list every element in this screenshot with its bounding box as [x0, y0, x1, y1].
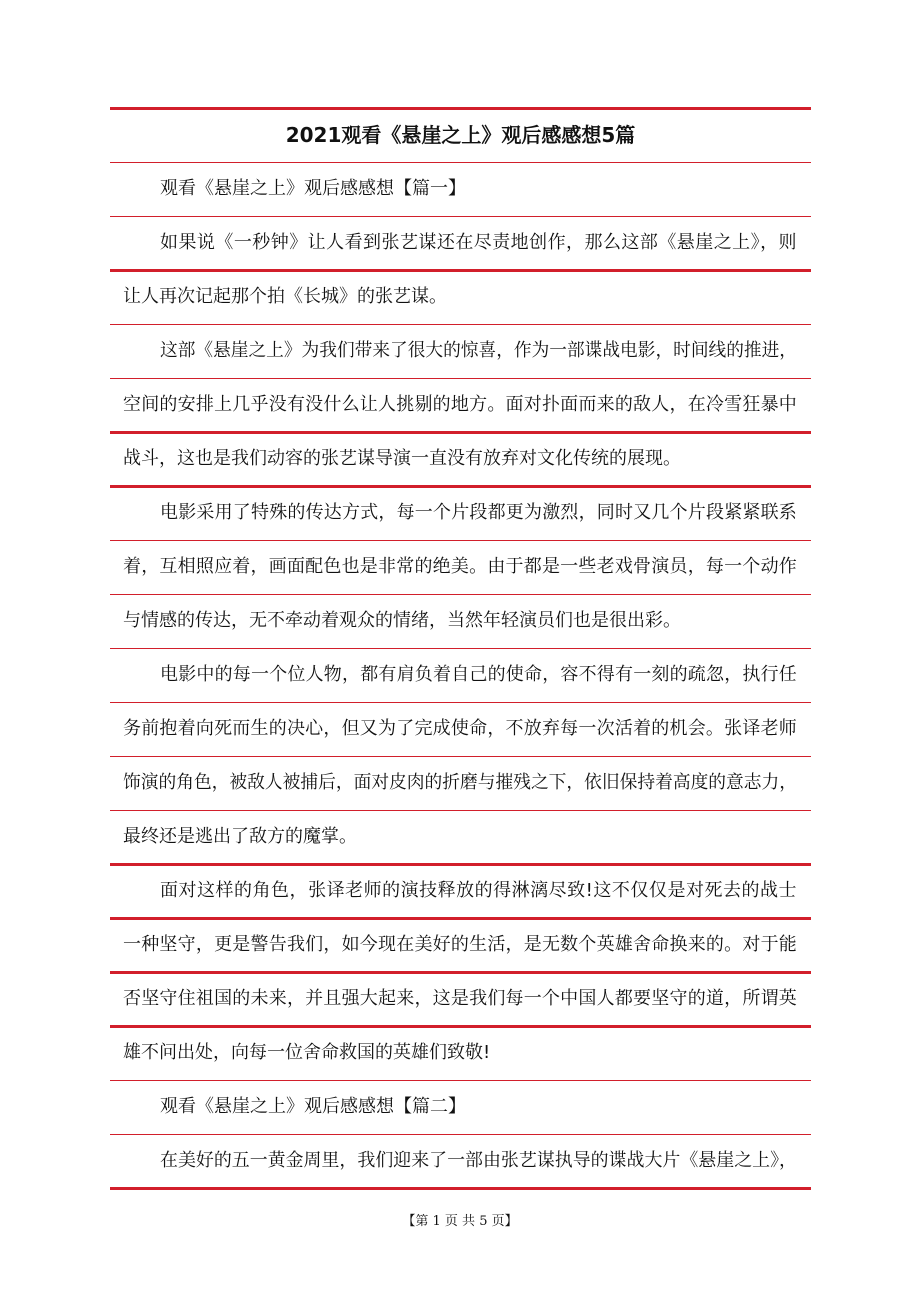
text-line-content: 在美好的五一黄金周里，我们迎来了一部由张艺谋执导的谍战大片《悬崖之上》， [160, 1150, 797, 1171]
text-line-content: 如果说《一秒钟》让人看到张艺谋还在尽责地创作，那么这部《悬崖之上》，则 [160, 232, 797, 253]
text-line-content: 一种坚守，更是警告我们，如今现在美好的生活，是无数个英雄舍命换来的。对于能 [123, 934, 797, 955]
text-line [110, 648, 811, 702]
text-line [110, 486, 811, 540]
text-line-content: 电影中的每一个位人物，都有肩负着自己的使命，容不得有一刻的疏忽，执行任 [160, 664, 797, 685]
text-line [110, 918, 811, 972]
text-line-content: 面对这样的角色，张译老师的演技释放的得淋漓尽致!这不仅仅是对死去的战士 [160, 880, 797, 901]
text-line [110, 810, 811, 864]
text-line-content: 雄不问出处，向每一位舍命救国的英雄们致敬! [123, 1042, 491, 1063]
text-line-content: 让人再次记起那个拍《长城》的张艺谋。 [123, 286, 447, 307]
page-number-label: 【第 1 页 共 5 页】 [402, 1213, 518, 1229]
text-line-content: 观看《悬崖之上》观后感感想【篇一】 [160, 178, 466, 199]
text-line-content: 观看《悬崖之上》观后感感想【篇二】 [160, 1096, 466, 1117]
text-line-content: 空间的安排上几乎没有没什么让人挑剔的地方。面对扑面而来的敌人，在冷雪狂暴中 [123, 394, 797, 415]
text-line [110, 216, 811, 270]
text-line [110, 756, 811, 810]
page-footer [0, 1207, 920, 1231]
document-title [110, 108, 811, 162]
text-line [110, 594, 811, 648]
text-line-content: 这部《悬崖之上》为我们带来了很大的惊喜，作为一部谍战电影，时间线的推进， [160, 340, 797, 361]
text-line [110, 540, 811, 594]
text-line [110, 378, 811, 432]
text-line-content: 战斗，这也是我们动容的张艺谋导演一直没有放弃对文化传统的展现。 [123, 448, 681, 469]
title-text: 2021观看《悬崖之上》观后感感想5篇 [285, 123, 636, 147]
text-line-content: 饰演的角色，被敌人被捕后，面对皮肉的折磨与摧残之下，依旧保持着高度的意志力， [123, 772, 797, 793]
text-line [110, 1134, 811, 1188]
text-line-content: 与情感的传达，无不牵动着观众的情绪，当然年轻演员们也是很出彩。 [123, 610, 681, 631]
text-line [110, 972, 811, 1026]
text-line [110, 270, 811, 324]
text-line [110, 702, 811, 756]
text-line [110, 162, 811, 216]
text-line-content: 否坚守住祖国的未来，并且强大起来，这是我们每一个中国人都要坚守的道，所谓英 [123, 988, 797, 1009]
text-line [110, 1080, 811, 1134]
text-line [110, 864, 811, 918]
text-line-content: 电影采用了特殊的传达方式，每一个片段都更为激烈，同时又几个片段紧紧联系 [160, 502, 797, 523]
text-line [110, 1026, 811, 1080]
text-line-content: 最终还是逃出了敌方的魔掌。 [123, 826, 357, 847]
text-line [110, 324, 811, 378]
text-line-content: 着，互相照应着，画面配色也是非常的绝美。由于都是一些老戏骨演员，每一个动作 [123, 556, 797, 577]
text-line-content: 务前抱着向死而生的决心，但又为了完成使命，不放弃每一次活着的机会。张译老师 [123, 718, 797, 739]
text-line [110, 432, 811, 486]
